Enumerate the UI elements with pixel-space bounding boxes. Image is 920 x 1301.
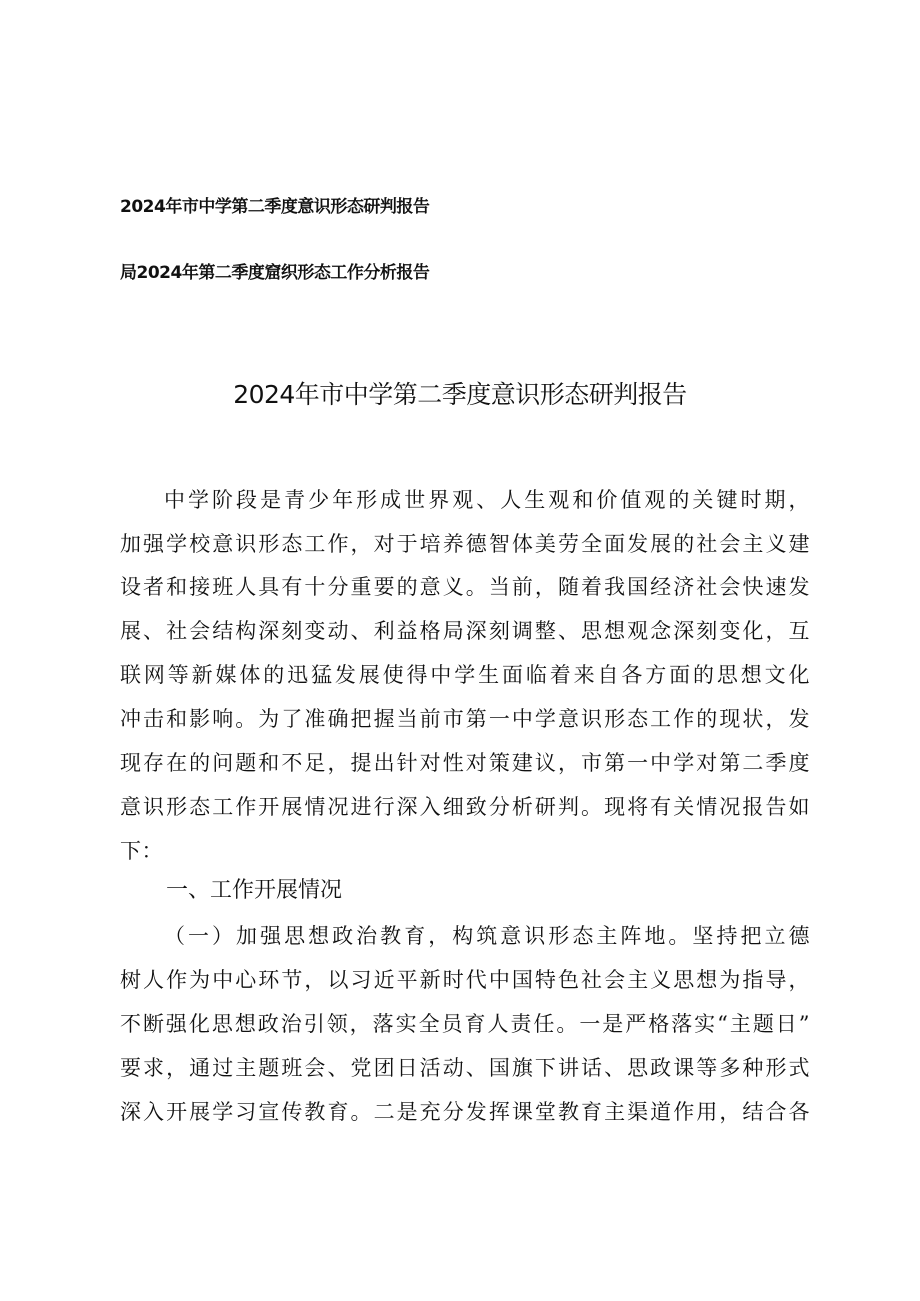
paragraph-line: 意识形态工作开展情况进行深入细致分析研判。现将有关情况报告如 — [120, 795, 810, 819]
paragraph-line: 中学阶段是青少年形成世界观、人生观和价值观的关键时期， — [164, 488, 810, 512]
section-heading: 一、工作开展情况 — [166, 878, 343, 903]
toc-entry-2: 局2024年第二季度窟织形态工作分析报告 — [120, 263, 430, 283]
paragraph-line: 树人作为中心环节，以习近平新时代中国特色社会主义思想为指导， — [120, 968, 810, 992]
paragraph-line: 现存在的问题和不足，提出针对性对策建议，市第一中学对第二季度 — [120, 751, 810, 775]
document-title: 2024年市中学第二季度意识形态研判报告 — [233, 380, 687, 409]
paragraph-line: 设者和接班人具有十分重要的意义。当前，随着我国经济社会快速发 — [120, 575, 810, 599]
paragraph-line: 冲击和影响。为了准确把握当前市第一中学意识形态工作的现状，发 — [120, 707, 810, 731]
paragraph-line: 不断强化思想政治引领，落实全员育人责任。一是严格落实“主题日” — [120, 1012, 810, 1036]
paragraph-line: 加强学校意识形态工作，对于培养德智体美劳全面发展的社会主义建 — [120, 532, 810, 556]
toc-entry-1: 2024年市中学第二季度意识形态研判报告 — [120, 197, 430, 217]
paragraph-line: 要求，通过主题班会、党团日活动、国旗下讲话、思政课等多种形式 — [120, 1056, 810, 1080]
paragraph-line: 下： — [120, 839, 163, 863]
paragraph-line: 联网等新媒体的迅猛发展使得中学生面临着来自各方面的思想文化 — [120, 663, 810, 687]
paragraph-line: 展、社会结构深刻变动、利益格局深刻调整、思想观念深刻变化，互 — [120, 619, 810, 643]
paragraph-line: 深入开展学习宣传教育。二是充分发挥课堂教育主渠道作用，结合各 — [120, 1100, 810, 1124]
paragraph-line: （一）加强思想政治教育，构筑意识形态主阵地。坚持把立德 — [164, 924, 810, 948]
